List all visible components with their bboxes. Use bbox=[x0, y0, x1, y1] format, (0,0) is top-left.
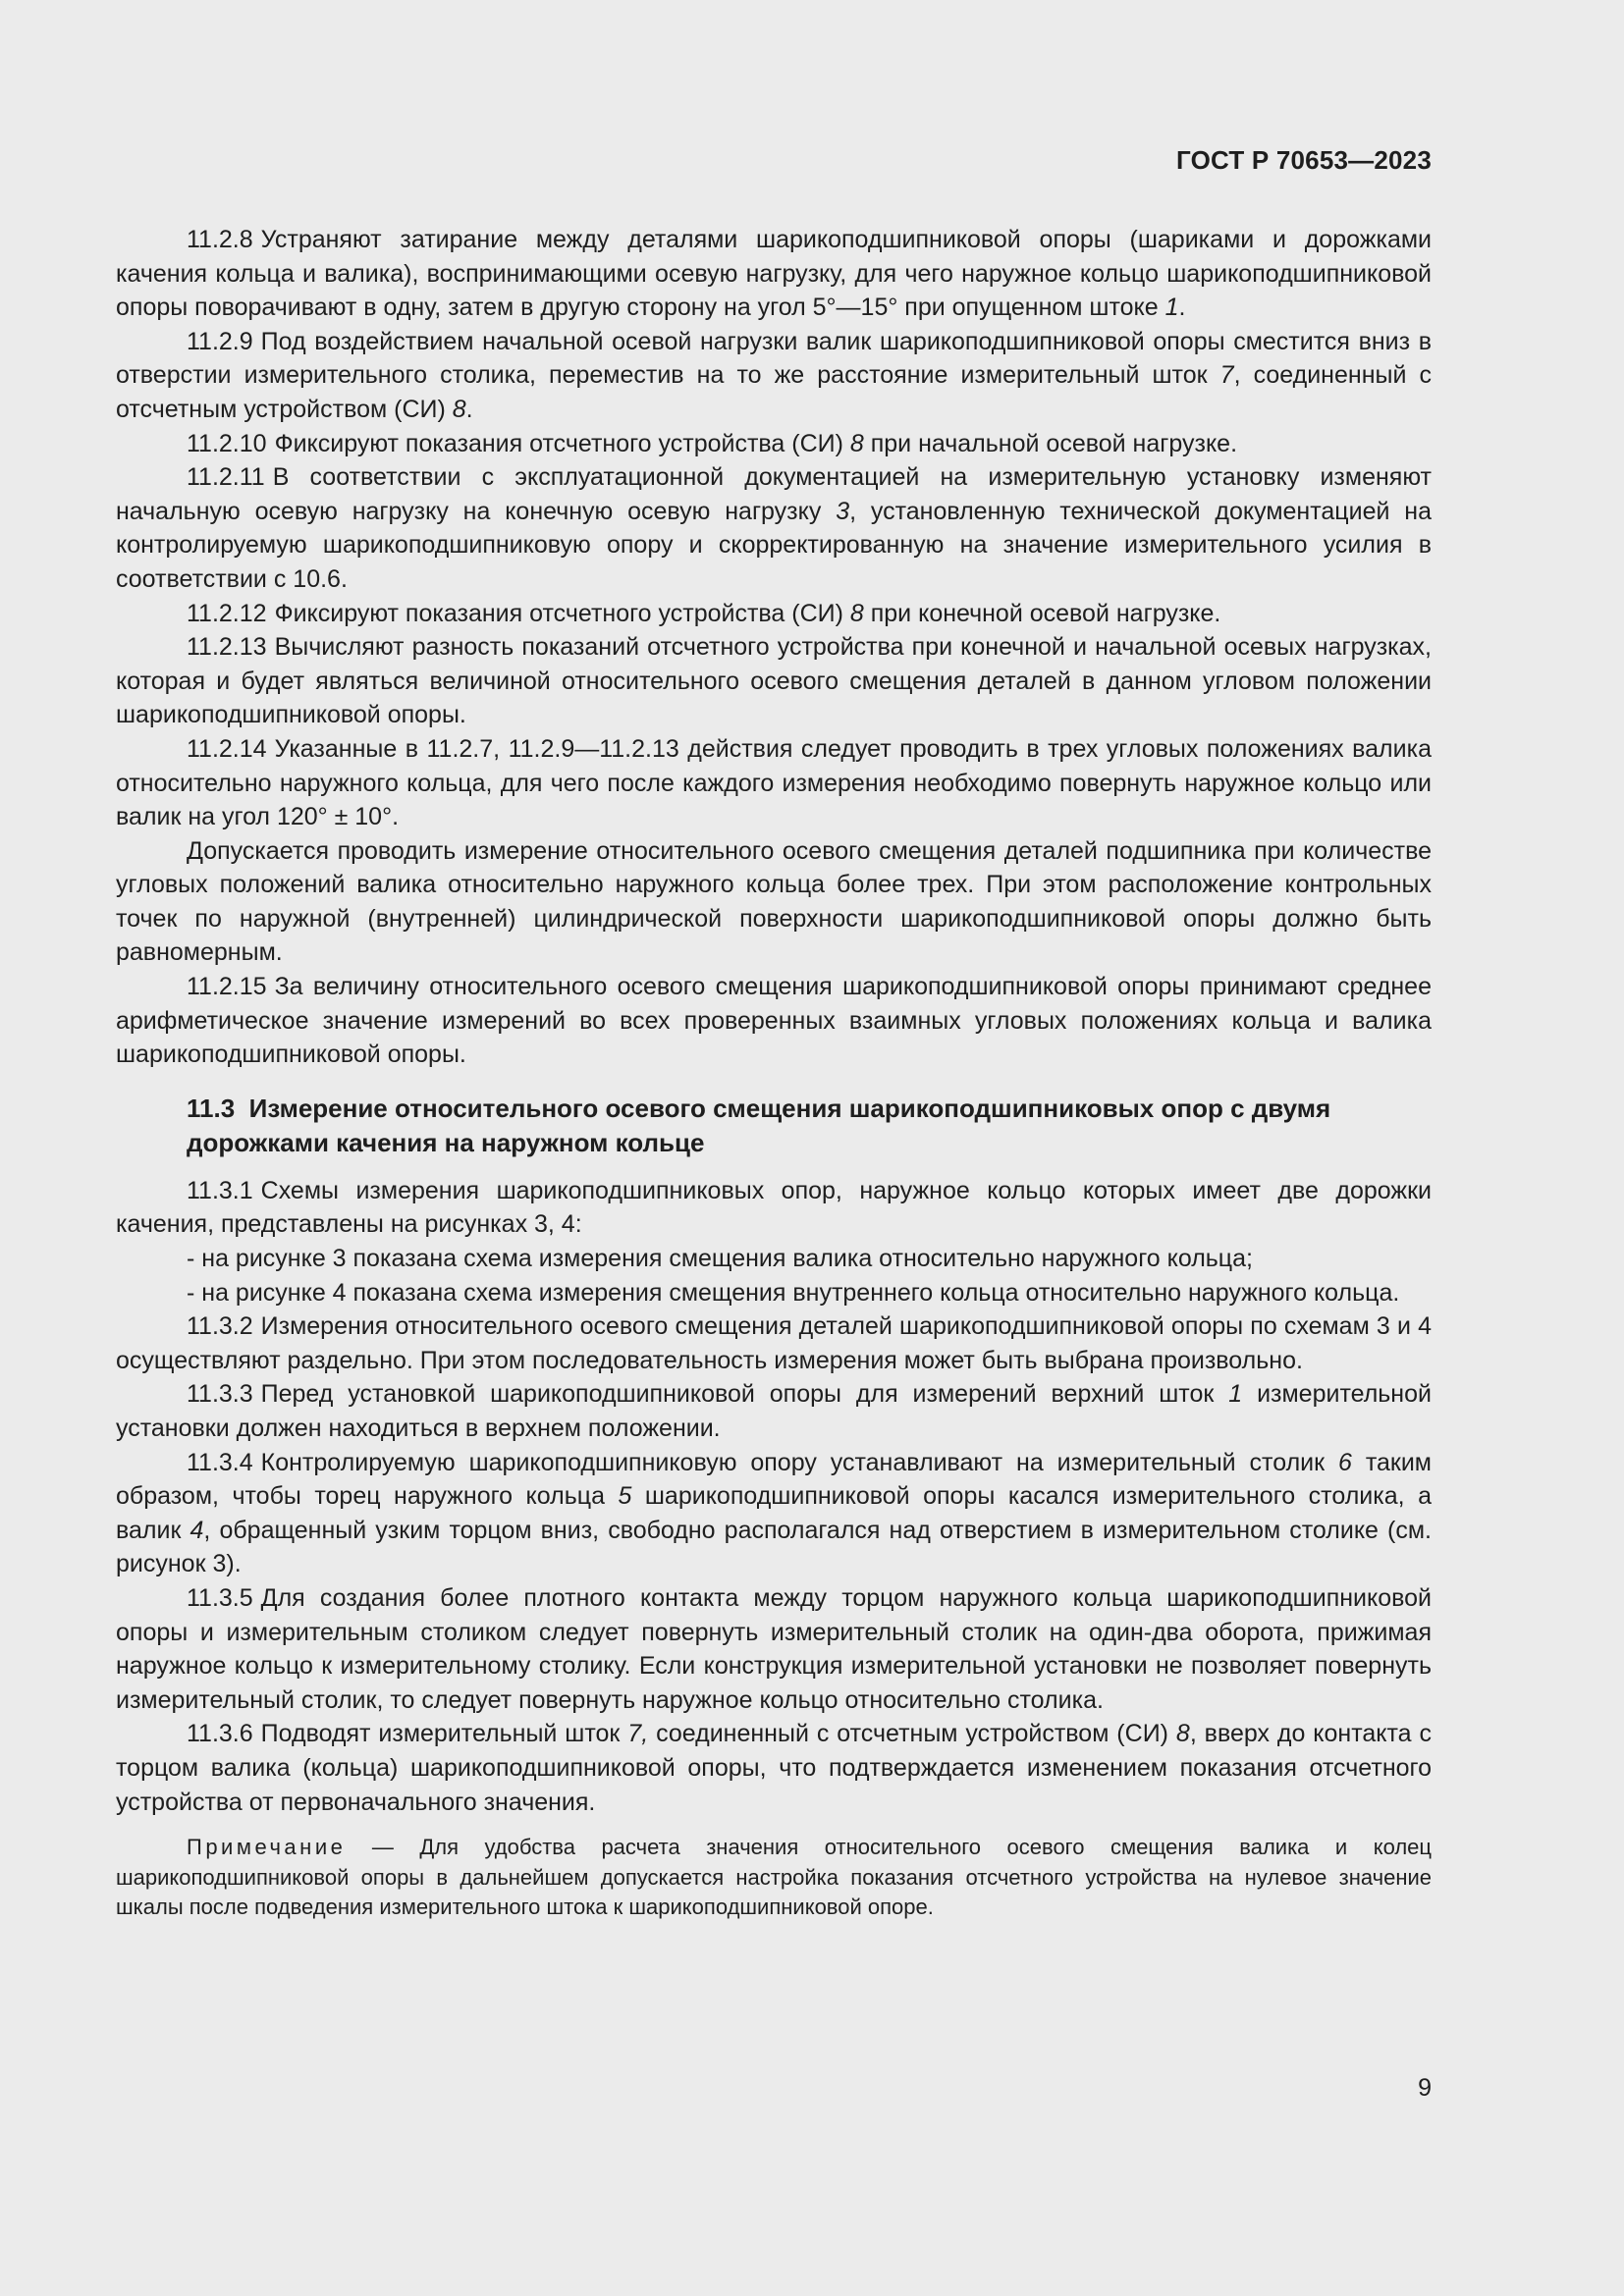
paragraph-text: Вычисляют разность показаний отсчетного устройства при конечной и начальной осевых нагрузках, которая и будет являться величиной относительного осевого смещения деталей в данном угловом положении шарикоподшипниковой опоры. bbox=[116, 633, 1432, 729]
paragraph-text: Контролируемую шарикоподшипниковую опору устанавливают на измерительный столик bbox=[260, 1448, 1338, 1476]
paragraph bbox=[116, 325, 1432, 427]
paragraph bbox=[116, 834, 1432, 970]
paragraph bbox=[116, 1276, 1432, 1310]
paragraph bbox=[116, 1446, 1432, 1581]
paragraph bbox=[116, 223, 1432, 325]
clause-number: 11.2.15 bbox=[187, 973, 267, 1001]
paragraph-group-11-3 bbox=[116, 1174, 1432, 1819]
paragraph bbox=[116, 1717, 1432, 1819]
paragraph-text: при конечной осевой нагрузке. bbox=[863, 599, 1221, 627]
clause-number: 11.2.12 bbox=[187, 599, 267, 627]
paragraph-text: Подводят измерительный шток bbox=[260, 1720, 628, 1748]
paragraph-text: , обращенный узким торцом вниз, свободно располагался над отверстием в измерительном столике (см. рисунок 3). bbox=[116, 1516, 1433, 1578]
clause-number: 11.3.6 bbox=[187, 1720, 253, 1748]
clause-number: 11.2.10 bbox=[187, 429, 267, 457]
paragraph-text: Допускается проводить измерение относительного осевого смещения деталей подшипника при количестве угловых положений валика относительно наружного кольца более трех. При этом расположение контрольных точек по наружной (внутренней) цилиндрической поверхности шарикоподшипниковой опоры должно быть равномерным. bbox=[116, 836, 1432, 967]
item-reference: 8 bbox=[452, 395, 466, 423]
paragraph bbox=[116, 1377, 1432, 1445]
clause-number: 11.3.1 bbox=[187, 1176, 253, 1204]
paragraph bbox=[116, 732, 1432, 834]
item-reference: 3 bbox=[836, 497, 850, 525]
paragraph bbox=[116, 1581, 1432, 1717]
paragraph-text: таким образом, чтобы торец наружного кольца bbox=[116, 1448, 1432, 1511]
paragraph bbox=[116, 1242, 1432, 1276]
note-lead: Примечание bbox=[187, 1835, 347, 1860]
item-reference: 8 bbox=[849, 599, 864, 627]
paragraph-text: Перед установкой шарикоподшипниковой опоры для измерений верхний шток bbox=[260, 1380, 1229, 1409]
paragraph-text: , установленную технической документацией на контролируемую шарикоподшипниковую опору и скорректированную на значение измерительного усилия в соответствии с 10.6. bbox=[116, 497, 1433, 593]
paragraph bbox=[116, 1174, 1432, 1242]
paragraph-text: Измерения относительного осевого смещения деталей шарикоподшипниковой опоры по схемам 3 и 4 осуществляют раздельно. При этом последовательность измерения может быть выбрана произвольно. bbox=[116, 1312, 1432, 1374]
section-number: 11.3 bbox=[187, 1093, 236, 1123]
paragraph-text: Схемы измерения шарикоподшипниковых опор, наружное кольцо которых имеет две дорожки качения, представлены на рисунках 3, 4: bbox=[116, 1176, 1432, 1239]
paragraph-text: измерительной установки должен находиться в верхнем положении. bbox=[116, 1380, 1432, 1442]
paragraph-text: . bbox=[1178, 294, 1186, 322]
paragraph-text: Фиксируют показания отсчетного устройства (СИ) bbox=[274, 599, 850, 627]
paragraph bbox=[116, 630, 1432, 732]
paragraph bbox=[116, 597, 1432, 631]
page-number: 9 bbox=[1418, 2074, 1432, 2102]
paragraph-text: соединенный с отсчетным устройством (СИ) bbox=[648, 1720, 1176, 1748]
item-reference: 1 bbox=[1228, 1380, 1243, 1409]
item-reference: 7, bbox=[627, 1720, 649, 1748]
clause-number: 11.2.8 bbox=[187, 226, 253, 253]
paragraph bbox=[116, 427, 1432, 461]
clause-number: 11.2.13 bbox=[187, 633, 267, 662]
clause-number: 11.2.9 bbox=[187, 327, 253, 355]
item-reference: 8 bbox=[849, 429, 864, 457]
clause-number: 11.2.14 bbox=[187, 734, 267, 763]
item-reference: 1 bbox=[1164, 294, 1179, 322]
item-reference: 6 bbox=[1338, 1448, 1352, 1476]
item-reference: 8 bbox=[1175, 1720, 1190, 1748]
clause-number: 11.3.5 bbox=[187, 1583, 253, 1612]
note-text: — Для удобства расчета значения относительного осевого смещения валика и колец шарикоподшипниковой опоры в дальнейшем допускается настройка показания отсчетного устройства на нулевое значение шкалы после подведения измерительного штока к шарикоподшипниковой опоре. bbox=[116, 1835, 1432, 1920]
paragraph-text: . bbox=[465, 395, 473, 423]
paragraph-text: В соответствии с эксплуатационной документацией на измерительную установку изменяют начальную осевую нагрузку на конечную осевую нагрузку bbox=[116, 463, 1432, 525]
clause-number: 11.3.4 bbox=[187, 1448, 253, 1476]
item-reference: 4 bbox=[189, 1516, 204, 1544]
document-header-code: ГОСТ Р 70653—2023 bbox=[1176, 145, 1432, 175]
item-reference: 7 bbox=[1219, 361, 1234, 390]
paragraph bbox=[116, 1309, 1432, 1377]
paragraph-text: Указанные в 11.2.7, 11.2.9—11.2.13 действия следует проводить в трех угловых положениях валика относительно наружного кольца, для чего после каждого измерения необходимо повернуть наружное кольцо или валик на угол 120° ± 10°. bbox=[116, 734, 1432, 831]
item-reference: 5 bbox=[618, 1482, 632, 1511]
paragraph-text: , вверх до контакта с торцом валика (кольца) шарикоподшипниковой опоры, что подтверждается изменением показания отсчетного устройства от первоначального значения. bbox=[116, 1720, 1433, 1816]
paragraph bbox=[116, 970, 1432, 1072]
note-paragraph bbox=[116, 1833, 1432, 1923]
paragraph-text: Для создания более плотного контакта между торцом наружного кольца шарикоподшипниковой опоры и измерительным столиком следует повернуть измерительный столик на один-два оборота, прижимая наружное кольцо к измерительному столику. Если конструкция измерительной установки не позволяет повернуть измерительный столик, то следует повернуть наружное кольцо относительно столика. bbox=[116, 1583, 1432, 1714]
section-title-text: Измерение относительного осевого смещения шарикоподшипниковых опор с двумя дорожками качения на наружном кольце bbox=[187, 1093, 1331, 1157]
paragraph-text: За величину относительного осевого смещения шарикоподшипниковой опоры принимают среднее арифметическое значение измерений во всех проверенных взаимных угловых положениях кольца и валика шарикоподшипниковой опоры. bbox=[116, 973, 1432, 1069]
paragraph-text: при начальной осевой нагрузке. bbox=[863, 429, 1238, 457]
paragraph bbox=[116, 460, 1432, 596]
clause-number: 11.3.2 bbox=[187, 1312, 253, 1341]
paragraph-group-11-2 bbox=[116, 223, 1432, 1072]
section-heading bbox=[187, 1092, 1432, 1160]
clause-number: 11.2.11 bbox=[187, 463, 265, 492]
paragraph-text: Под воздействием начальной осевой нагрузки валик шарикоподшипниковой опоры сместится вниз в отверстии измерительного столика, переместив на то же расстояние измерительный шток bbox=[116, 327, 1432, 390]
document-body bbox=[116, 223, 1432, 1923]
paragraph-text: , соединенный с отсчетным устройством (СИ) bbox=[116, 361, 1432, 423]
paragraph-text: - на рисунке 3 показана схема измерения смещения валика относительно наружного кольца; bbox=[187, 1245, 1253, 1273]
paragraph-text: шарикоподшипниковой опоры касался измерительного столика, а валик bbox=[116, 1482, 1432, 1544]
clause-number: 11.3.3 bbox=[187, 1380, 253, 1409]
paragraph-text: - на рисунке 4 показана схема измерения смещения внутреннего кольца относительно наружного кольца. bbox=[187, 1278, 1400, 1307]
paragraph-text: Устраняют затирание между деталями шарикоподшипниковой опоры (шариками и дорожками качения кольца и валика), воспринимающими осевую нагрузку, для чего наружное кольцо шарикоподшипниковой опоры поворачивают в одну, затем в другую сторону на угол 5°—15° при опущенном штоке bbox=[116, 226, 1432, 322]
paragraph-text: Фиксируют показания отсчетного устройства (СИ) bbox=[274, 429, 850, 457]
